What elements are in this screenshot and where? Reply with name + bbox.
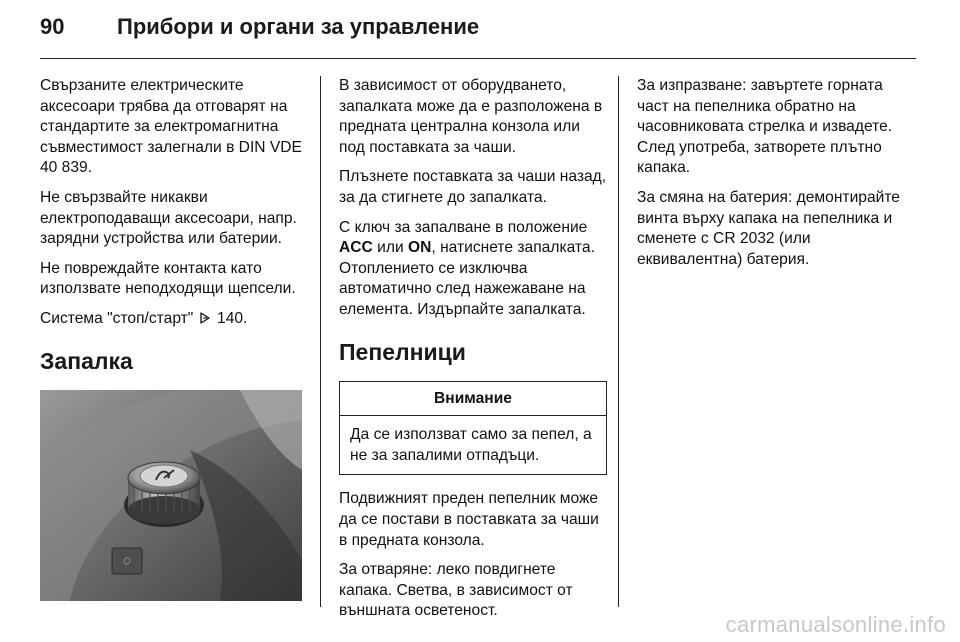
paragraph: Не свързвайте никакви електроподаващи аксесоари, напр. зарядни устройства или батерии. bbox=[40, 188, 297, 248]
text-run: или bbox=[377, 239, 404, 257]
page-reference-icon bbox=[200, 312, 210, 324]
warning-body: Да се използват само за пепел, а не за запалими отпадъци. bbox=[350, 426, 592, 464]
text-run: , натиснете запалката. Отоплението се изключва автоматично след нажежаване на елемента. Издърпайте запалката. bbox=[339, 239, 595, 318]
reference-text: Система "стоп/старт" bbox=[40, 309, 194, 327]
column-2 bbox=[339, 76, 607, 631]
text-run: С ключ за запалване в положение bbox=[339, 218, 588, 236]
cigarette-lighter-photo bbox=[40, 390, 302, 601]
keyword-on: ON bbox=[408, 239, 432, 257]
cigarette-lighter-image bbox=[40, 390, 302, 601]
paragraph: За изпразване: завъртете горната част на пепелника обратно на часовниковата стрелка и извадете. След употреба, затворете плътно капака. bbox=[637, 77, 893, 177]
column-1 bbox=[40, 76, 308, 601]
warning-box bbox=[339, 381, 607, 476]
warning-title: Внимание bbox=[340, 382, 606, 417]
watermark: carmanualsonline.info bbox=[725, 612, 946, 637]
section-heading-ashtrays: Пепелници bbox=[339, 338, 466, 365]
section-heading-lighter: Запалка bbox=[40, 347, 133, 374]
cross-reference[interactable] bbox=[40, 309, 308, 330]
column-3 bbox=[637, 76, 917, 279]
paragraph: Плъзнете поставката за чаши назад, за да стигнете до запалката. bbox=[339, 168, 607, 206]
paragraph: Не повреждайте контакта като използвате неподходящи щепсели. bbox=[40, 259, 296, 298]
header-rule bbox=[40, 58, 916, 59]
paragraph: За смяна на батерия: демонтирайте винта върху капака на пепелника и сменете с CR 2032 (или еквивалентна) батерия. bbox=[637, 188, 900, 268]
paragraph: Подвижният преден пепелник може да се постави в поставката за чаши в предната конзола. bbox=[339, 490, 599, 549]
keyword-acc: ACC bbox=[339, 239, 373, 257]
page-title: Прибори и органи за управление bbox=[117, 14, 480, 39]
column-divider-2 bbox=[618, 76, 619, 607]
paragraph: За отваряне: леко повдигнете капака. Светва, в зависимост от външната осветеност. bbox=[339, 561, 573, 620]
reference-page: 140. bbox=[217, 309, 248, 327]
paragraph: В зависимост от оборудването, запалката може да е разположена в предната централна конзола или под поставката за чаши. bbox=[339, 77, 603, 156]
page-number: 90 bbox=[40, 14, 65, 39]
paragraph bbox=[339, 218, 607, 321]
column-divider-1 bbox=[320, 76, 321, 607]
paragraph: Свързаните електрическите аксесоари трябва да отговарят на стандартите за електромагнитна съвместимост залегнали в DIN VDE 40 839. bbox=[40, 77, 302, 177]
